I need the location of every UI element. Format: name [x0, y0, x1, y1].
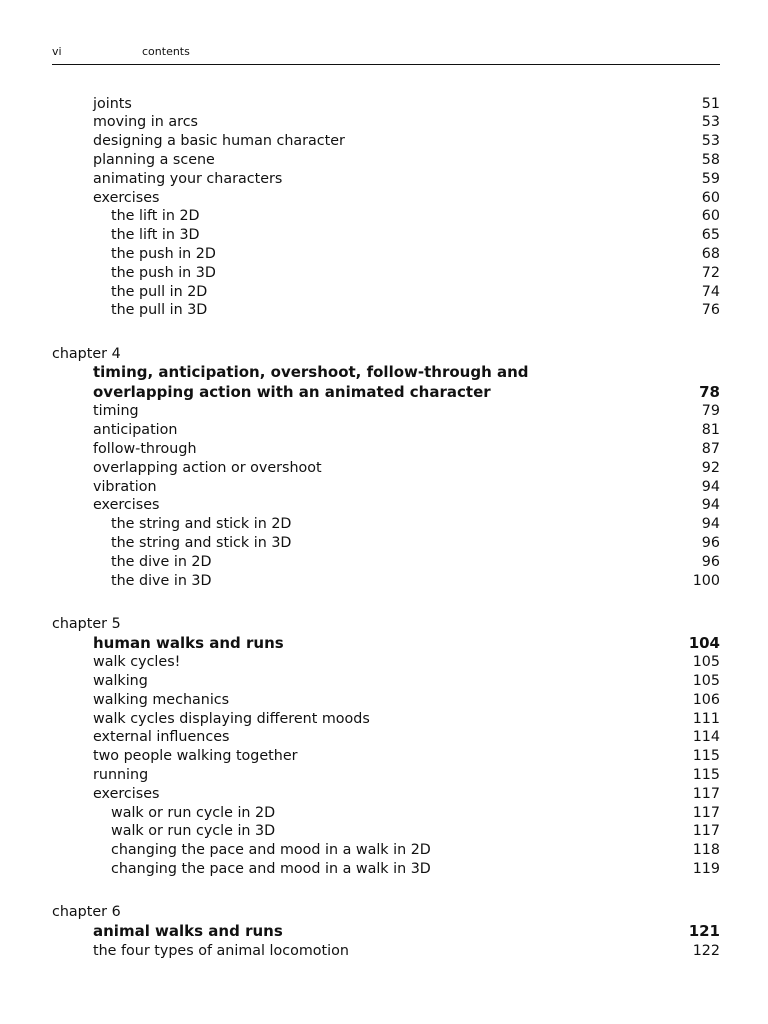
toc-entry [93, 113, 720, 132]
running-title: contents [142, 45, 190, 58]
toc-entry [111, 245, 720, 264]
toc-entry-page: 100 [692, 572, 720, 589]
toc-entry-title: timing [93, 403, 139, 420]
toc-entry [93, 496, 720, 515]
chapter-page: 121 [688, 922, 720, 941]
chapter-label: chapter 5 [52, 615, 121, 632]
chapter-title-line: human walks and runs [93, 633, 284, 652]
toc-entry [93, 189, 720, 208]
toc-entry [93, 747, 720, 766]
toc-entry-title: walk or run cycle in 2D [111, 804, 276, 821]
toc-entry-title: the string and stick in 2D [111, 516, 292, 533]
toc-entry-page: 118 [692, 842, 720, 859]
chapter-page: 104 [688, 633, 720, 652]
toc-entry [111, 860, 720, 879]
toc-entry-page: 65 [701, 227, 720, 244]
toc-entry [111, 207, 720, 226]
chapter-title [93, 383, 720, 403]
toc-entry-title: walk cycles displaying different moods [93, 710, 370, 727]
toc-entry [111, 283, 720, 302]
toc-entry-title: the string and stick in 3D [111, 535, 292, 551]
toc-entry [111, 264, 720, 283]
chapter-page: 78 [699, 382, 720, 401]
chapter-title-line: overlapping action with an animated character [93, 382, 491, 401]
toc-entry-title: walking mechanics [93, 691, 230, 708]
toc-entry [111, 534, 720, 553]
toc-entry [111, 226, 720, 245]
toc-entry-title: the dive in 2D [111, 553, 212, 570]
toc-entry-page: 79 [701, 403, 720, 420]
toc-entry [93, 402, 720, 421]
toc-entry-page: 105 [692, 673, 720, 689]
toc-entry [111, 553, 720, 572]
toc-entry-page: 60 [701, 189, 720, 206]
toc-entry-title: vibration [93, 478, 157, 495]
toc-entry-title: two people walking together [93, 748, 298, 765]
toc-entry-title: external influences [93, 729, 230, 746]
toc-entry [93, 672, 720, 691]
toc-entry [111, 822, 720, 841]
toc-entry [111, 572, 720, 591]
chapter-title [93, 634, 720, 654]
toc-entry-title: the dive in 3D [111, 572, 212, 589]
toc-entry-title: walking [93, 673, 148, 689]
toc-entry-page: 87 [701, 441, 720, 457]
chapter-title-line: timing, anticipation, overshoot, follow-through and [93, 363, 529, 382]
toc-entry-page: 51 [701, 95, 720, 112]
toc-entry-title: overlapping action or overshoot [93, 459, 322, 476]
toc-entry [93, 766, 720, 785]
toc-entry-page: 96 [701, 553, 720, 570]
chapter-label: chapter 6 [52, 904, 121, 921]
toc-entry [93, 95, 720, 114]
chapter-title-line: animal walks and runs [93, 922, 283, 941]
toc-entry [111, 301, 720, 320]
toc-entry [93, 653, 720, 672]
chapter-title [93, 363, 720, 383]
toc-entry [93, 151, 720, 170]
toc-entry-page: 68 [701, 245, 720, 262]
toc-entry-title: the lift in 2D [111, 208, 200, 225]
toc-entry [93, 132, 720, 151]
toc-entry-title: planning a scene [93, 151, 215, 168]
toc-entry-page: 72 [701, 264, 720, 281]
toc-entry [111, 804, 720, 823]
toc-entry-page: 111 [692, 710, 720, 727]
toc-entry-title: walk or run cycle in 3D [111, 823, 276, 840]
toc-entry [93, 478, 720, 497]
toc-entry [93, 785, 720, 804]
toc-entry-page: 53 [701, 133, 720, 150]
toc-entry-title: designing a basic human character [93, 133, 345, 150]
toc-entry-page: 53 [701, 114, 720, 131]
toc-entry-title: the lift in 3D [111, 227, 200, 244]
chapter-label: chapter 4 [52, 345, 121, 362]
toc-entry-title: follow-through [93, 441, 197, 457]
toc-entry-title: exercises [93, 497, 160, 514]
toc-entry-title: the four types of animal locomotion [93, 942, 349, 959]
toc-entry-title: walk cycles! [93, 654, 181, 671]
toc-entry-page: 106 [692, 691, 720, 708]
toc-entry [93, 440, 720, 459]
toc-entry [93, 459, 720, 478]
toc-entry-title: exercises [93, 785, 160, 802]
toc-entry-page: 115 [692, 767, 720, 783]
toc-entry-page: 94 [701, 497, 720, 514]
toc-entry-page: 119 [692, 861, 720, 877]
toc-entry [111, 515, 720, 534]
toc-entry-page: 76 [701, 302, 720, 319]
toc-entry-page: 74 [701, 283, 720, 300]
toc-entry-title: anticipation [93, 422, 178, 439]
toc-entry-title: changing the pace and mood in a walk in 3D [111, 861, 431, 877]
toc-entry-page: 94 [701, 478, 720, 495]
toc-entry [93, 170, 720, 189]
toc-entry [93, 710, 720, 729]
toc-entry [93, 728, 720, 747]
toc-entry-page: 115 [692, 748, 720, 765]
toc-entry-title: changing the pace and mood in a walk in 2D [111, 842, 431, 859]
toc-entry-page: 94 [701, 516, 720, 533]
toc-entry-title: the push in 3D [111, 264, 216, 281]
toc-entry [93, 691, 720, 710]
toc-entry-title: the pull in 3D [111, 302, 208, 319]
toc-entry-title: moving in arcs [93, 114, 198, 131]
toc-entry-page: 122 [692, 942, 720, 959]
toc-entry-page: 117 [692, 785, 720, 802]
toc-entry-title: the push in 2D [111, 245, 216, 262]
toc-entry-page: 114 [692, 729, 720, 746]
toc-entry-title: animating your characters [93, 170, 283, 187]
toc-entry-page: 96 [701, 535, 720, 551]
toc-entry-page: 81 [701, 422, 720, 439]
toc-entry-page: 117 [692, 804, 720, 821]
toc-entry-page: 92 [701, 459, 720, 476]
toc-entry-title: joints [93, 95, 132, 112]
toc-entry [93, 421, 720, 440]
toc-entry-page: 58 [701, 151, 720, 168]
page-number: vi [52, 45, 62, 58]
toc-entry-page: 105 [692, 654, 720, 671]
toc-entry-title: exercises [93, 189, 160, 206]
toc-entry [93, 942, 720, 961]
toc-entry-page: 117 [692, 823, 720, 840]
chapter-title [93, 922, 720, 942]
toc-entry-title: running [93, 767, 149, 783]
toc-entry-page: 60 [701, 208, 720, 225]
toc-entry-page: 59 [701, 170, 720, 187]
toc-entry [111, 841, 720, 860]
toc-entry-title: the pull in 2D [111, 283, 208, 300]
